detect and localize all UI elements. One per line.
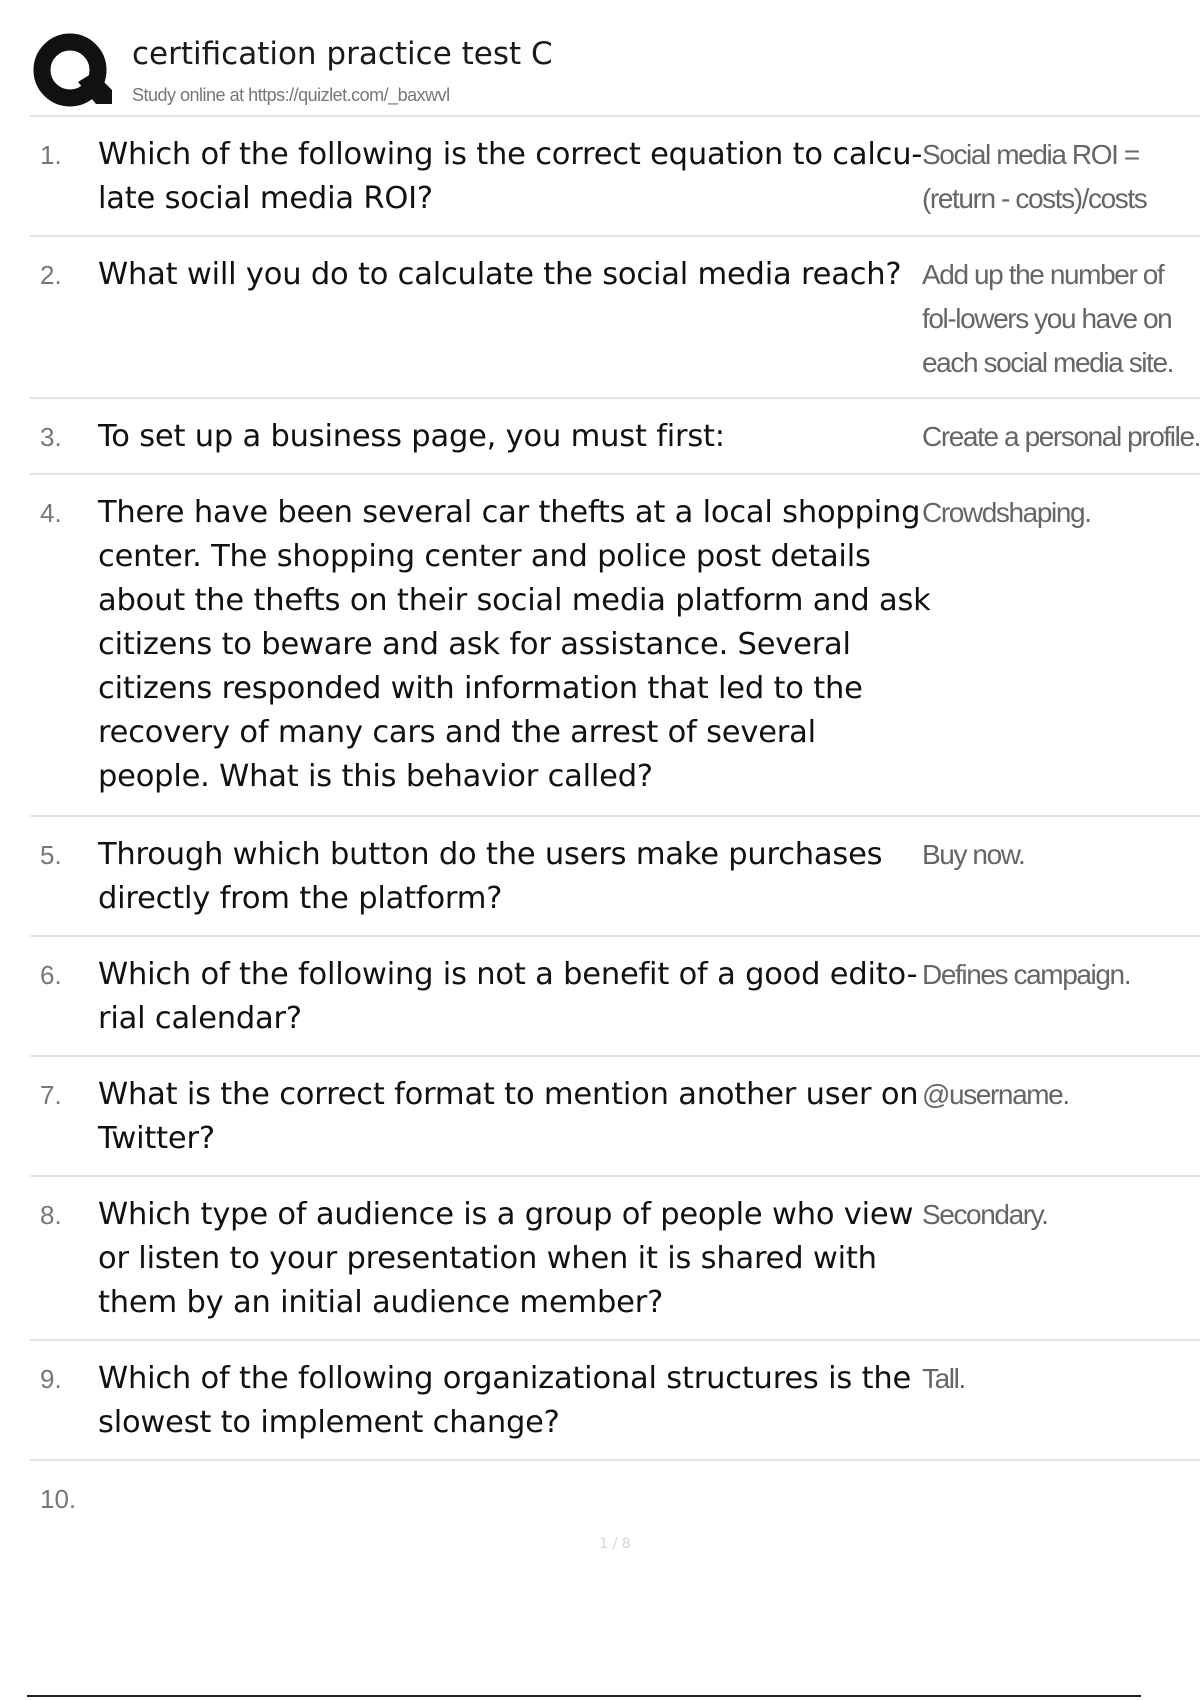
question-row bbox=[30, 1177, 1200, 1341]
question-row bbox=[30, 475, 1200, 817]
question-number: 10. bbox=[40, 1484, 77, 1514]
question-text: Which type of audience is a group of people who view or listen to your presentation when it is shared with them by an initial audience member? bbox=[98, 1197, 914, 1320]
answer-text: Create a personal profile. bbox=[922, 421, 1200, 452]
document-title: certification practice test C bbox=[132, 36, 553, 72]
question-text: To set up a business page, you must first: bbox=[98, 419, 725, 454]
question-row bbox=[30, 1461, 1200, 1541]
question-row bbox=[30, 937, 1200, 1057]
document-page bbox=[30, 0, 1200, 1700]
question-list bbox=[30, 117, 1200, 1541]
question-number: 5. bbox=[40, 840, 62, 870]
study-online-link[interactable]: Study online at https://quizlet.com/_baxwvl bbox=[132, 85, 450, 105]
answer-text: Social media ROI = (return - costs)/costs bbox=[922, 139, 1147, 214]
question-number: 3. bbox=[40, 422, 62, 452]
question-text: What will you do to calculate the social media reach? bbox=[98, 257, 902, 292]
question-text: Which of the following is not a benefit of a good edito-rial calendar? bbox=[98, 957, 918, 1036]
question-text: Which of the following is the correct equation to calcu-late social media ROI? bbox=[98, 137, 923, 216]
question-number: 2. bbox=[40, 260, 62, 290]
question-number: 4. bbox=[40, 498, 62, 528]
question-row bbox=[30, 399, 1200, 475]
question-text: What is the correct format to mention another user on Twitter? bbox=[98, 1077, 919, 1156]
question-number: 8. bbox=[40, 1200, 62, 1230]
quizlet-logo-icon bbox=[32, 32, 112, 112]
answer-text: Buy now. bbox=[922, 839, 1025, 870]
question-number: 1. bbox=[40, 140, 62, 170]
answer-text: Add up the number of fol-lowers you have on each social media site. bbox=[922, 259, 1174, 378]
bottom-divider bbox=[27, 1695, 1141, 1697]
page-number: 1 / 8 bbox=[599, 1536, 631, 1552]
question-text: There have been several car thefts at a local shopping center. The shopping center and police post details about the thefts on their social media platform and ask citizens to beware and ask for assistance. Several citizens responded with information that led to the recovery of many cars and the arrest of several people. What is this behavior called? bbox=[98, 495, 931, 794]
question-row bbox=[30, 117, 1200, 237]
answer-text: Secondary. bbox=[922, 1199, 1048, 1230]
question-row bbox=[30, 1341, 1200, 1461]
question-row bbox=[30, 817, 1200, 937]
answer-text: Crowdshaping. bbox=[922, 497, 1091, 528]
answer-text: Tall. bbox=[922, 1363, 965, 1394]
question-number: 7. bbox=[40, 1080, 62, 1110]
question-text: Which of the following organizational structures is the slowest to implement change? bbox=[98, 1361, 912, 1440]
question-text: Through which button do the users make purchases directly from the platform? bbox=[98, 837, 883, 916]
document-header bbox=[30, 0, 1200, 117]
answer-text: @username. bbox=[922, 1079, 1069, 1110]
question-number: 9. bbox=[40, 1364, 62, 1394]
answer-text: Defines campaign. bbox=[922, 959, 1131, 990]
question-row bbox=[30, 237, 1200, 399]
question-row bbox=[30, 1057, 1200, 1177]
question-number: 6. bbox=[40, 960, 62, 990]
